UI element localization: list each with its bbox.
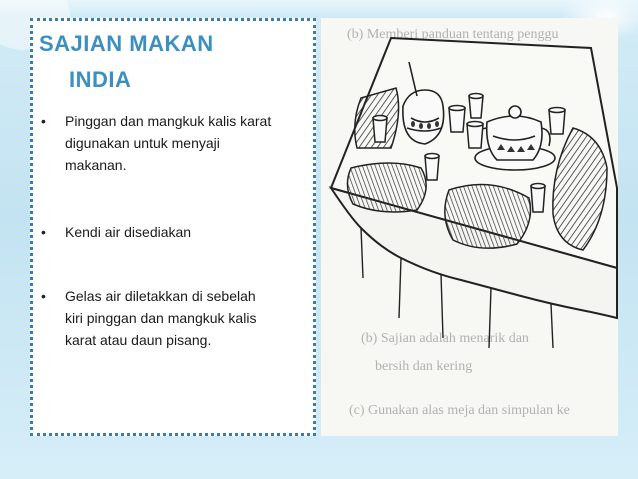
slide-title-line-1: SAJIAN MAKAN: [39, 31, 214, 56]
glass-icon: [549, 108, 565, 135]
slide-title-line-2: INDIA: [69, 67, 132, 92]
bullet-text: Gelas air diletakkan di sebelah kiri pinggan dan mangkuk kalis karat atau daun pisang.: [65, 288, 257, 348]
bullet-list: [33, 21, 313, 433]
bullet-marker: •: [41, 288, 46, 304]
glass-icon: [373, 116, 387, 143]
glass-icon: [469, 94, 483, 119]
glass-icon: [531, 184, 545, 213]
background-text-line: (b) Memberi panduan tentang penggu: [347, 27, 559, 42]
bullet-marker: •: [41, 113, 46, 129]
glass-icon: [425, 154, 439, 181]
bullet-text: Pinggan dan mangkuk kalis karat digunakan untuk menyaji makanan.: [65, 113, 272, 173]
background-text-line: (b) Sajian adalah menarik dan: [361, 331, 529, 346]
text-panel: [30, 18, 316, 436]
hatched-plate-left: [347, 163, 426, 212]
top-band: [0, 0, 638, 18]
bullet-marker: •: [41, 224, 46, 240]
background-text-line: bersih dan kering: [375, 359, 473, 374]
background-text-line: (c) Gunakan alas meja dan simpulan ke: [349, 403, 570, 418]
glass-icon: [467, 122, 483, 149]
table-setting-illustration: [321, 18, 618, 436]
hatched-plate-center: [445, 185, 531, 249]
bullet-text: Kendi air disediakan: [65, 224, 192, 240]
glass-icon: [449, 106, 465, 133]
